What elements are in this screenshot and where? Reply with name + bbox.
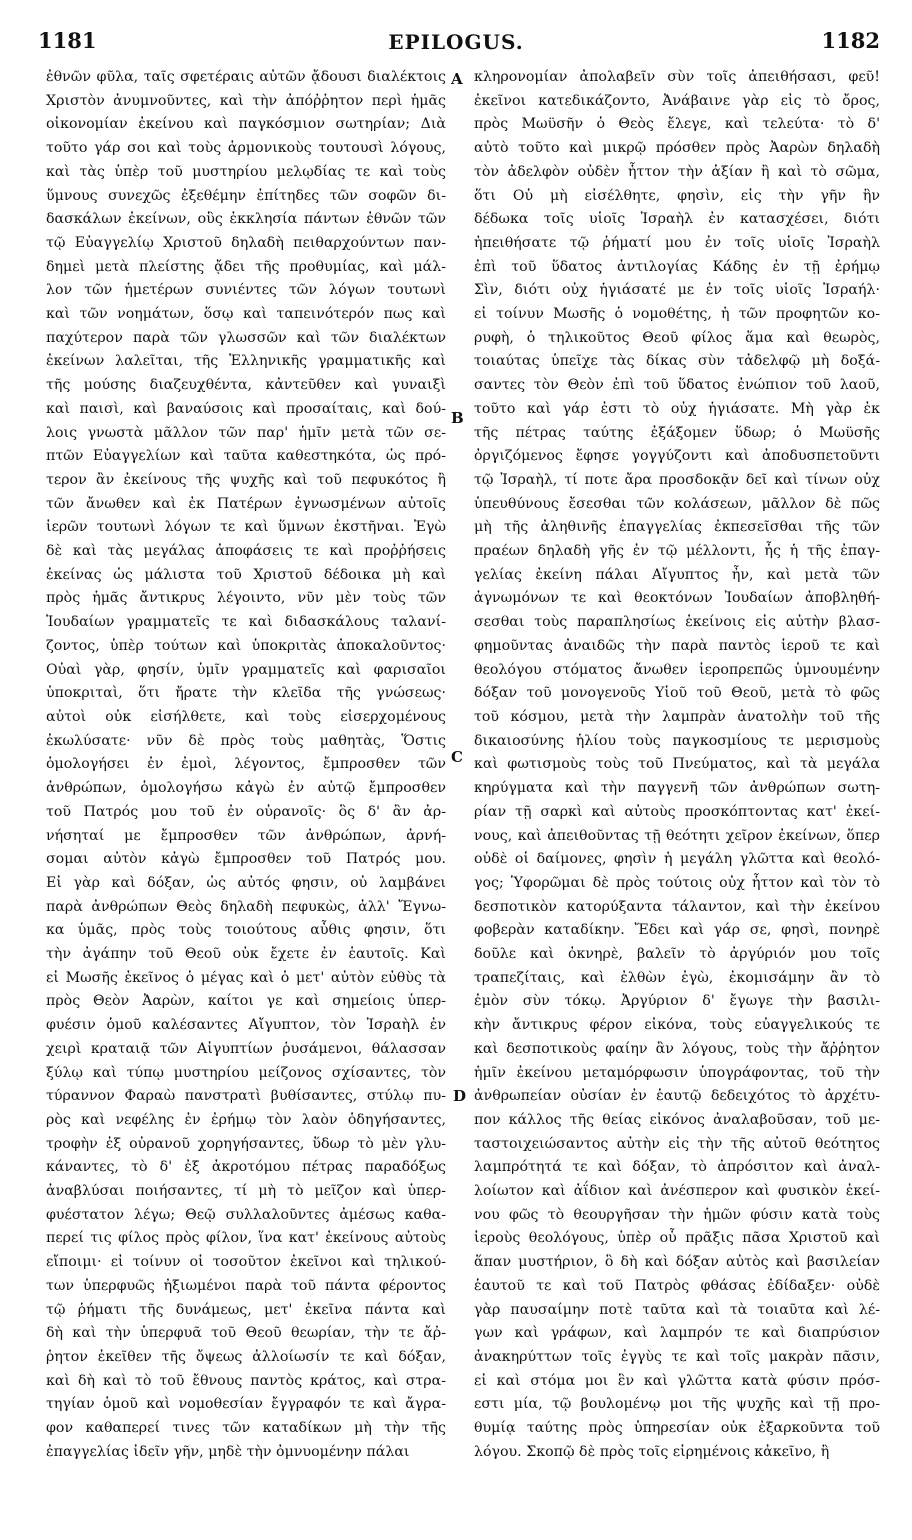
text-line: Ἰουδαίων γραμματεῖς τε καὶ διδασκάλους ταλανί-	[46, 614, 446, 631]
text-line: κληρονομίαν ἀπολαβεῖν σὺν τοῖς ἀπειθήσασι, φεῦ!	[474, 69, 880, 85]
text-line: ἐθνῶν φῦλα, ταῖς σφετέραις αὐτῶν ᾄδουσι διαλέκτοις	[46, 69, 446, 85]
text-line: πρὸς Θεὸν Ἀαρὼν, καίτοι γε καὶ σημείοις ὑπερ-	[46, 993, 446, 1010]
text-line: παχύτερον παρὰ τῶν γλωσσῶν καὶ τῶν διαλέκτων	[46, 329, 446, 346]
text-line: λαμπρότητά τε καὶ δόξαν, τὸ ἀπρόσιτον καὶ ἀναλ-	[474, 1159, 880, 1176]
section-marker-b: B	[451, 409, 464, 427]
text-line: ἡμῖν ἐκείνου μεταμόρφωσιν ὑπογράφοντας, τοῦ τὴν	[474, 1064, 880, 1081]
text-line: Σὶν, διότι οὐχ ἡγιάσατέ με ἐν τοῖς υἱοῖς Ἰσραήλ·	[474, 282, 880, 299]
text-line: αὐτοὶ οὐκ εἰσήλθετε, καὶ τοὺς εἰσερχομένους	[46, 708, 446, 725]
text-line: περεί τις φίλος πρὸς φίλον, ἵνα κατ' ἐκείνους αὐτοὺς	[46, 1230, 446, 1247]
text-line: πτῶν Εὐαγγελίων καὶ ταῦτα καθεστηκότα, ὡς πρό-	[46, 448, 446, 465]
text-line: τῷ Εὐαγγελίῳ Χριστοῦ δηλαδὴ πειθαρχούντων παν-	[46, 234, 446, 251]
text-line: σομαι αὐτὸν κἀγὼ ἔμπροσθεν τοῦ Πατρός μου.	[46, 851, 446, 868]
text-line: δικαιοσύνης ἡλίου τοὺς παγκοσμίους τε μερισμοὺς	[474, 732, 880, 749]
text-line: ἱερῶν τουτωνὶ λόγων τε καὶ ὕμνων ἐκστῆναι. Ἐγὼ	[46, 519, 446, 536]
text-line: τραπεζίταις, καὶ ἐλθὼν ἐγὼ, ἐκομισάμην ἂν τὸ	[474, 969, 880, 986]
text-line: τὴν ἀγάπην τοῦ Θεοῦ οὐκ ἔχετε ἐν ἑαυτοῖς. Καὶ	[46, 946, 446, 963]
text-line: τοῦτο γάρ σοι καὶ τοὺς ἁρμονικοὺς τουτουσὶ λόγους,	[46, 140, 446, 157]
text-line: ἑαυτοῦ τε καὶ τοῦ Πατρὸς φθάσας ἐδίδαξεν· οὐδὲ	[474, 1277, 880, 1294]
text-line: ἐκείνων λαλεῖται, τῆς Ἑλληνικῆς γραμματικῆς καὶ	[46, 353, 446, 370]
text-line: δὲ καὶ τὰς μεγάλας ἀποφάσεις τε καὶ προῤῥήσεις	[46, 543, 446, 560]
text-line: λόγου. Σκοπῷ δὲ πρὸς τοῖς εἰρημένοις κἀκεῖνο, ἢ	[474, 1443, 830, 1460]
text-line: θεολόγου στόματος ἄνωθεν ἱεροπρεπῶς ὑμνουμένην	[474, 661, 880, 678]
text-line: ἅπαν μυστήριον, ὃ δὴ καὶ δόξαν αὐτὸς καὶ βασιλείαν	[474, 1254, 880, 1271]
text-line: τροφὴν ἐξ οὐρανοῦ χορηγήσαντες, ὕδωρ τὸ μὲν γλυ-	[46, 1135, 446, 1152]
text-line: δεσποτικὸν κατορύξαντα τάλαντον, καὶ τὴν ἐκείνου	[474, 898, 880, 915]
text-line: νήσηταί με ἔμπροσθεν τῶν ἀνθρώπων, ἀρνή-	[46, 827, 446, 844]
text-line: τὸν ἀδελφὸν οὐδὲν ἧττον τὴν ἀξίαν ἢ καὶ τὸ σῶμα,	[474, 163, 880, 180]
text-line: νους, καὶ ἀπειθοῦντας τῇ θεότητι χεῖρον ἐκείνων, ὅπερ	[474, 827, 880, 844]
text-line: ὅτι Οὐ μὴ εἰσέλθητε, φησὶν, εἰς τὴν γῆν ἣν	[474, 187, 880, 204]
text-line: λοίωτον καὶ ἀΐδιον καὶ ἀνέσπερον καὶ φυσικὸν ἐκεί-	[474, 1183, 880, 1200]
text-line: ἀνθρώπων, ὁμολογήσω κἀγὼ ἐν αὐτῷ ἔμπροσθεν	[46, 780, 446, 797]
text-line: ἀναβλύσαι ποιήσαντες, τί μὴ τὸ μεῖζον καὶ ὑπερ-	[46, 1183, 446, 1200]
text-line: τηγίαν ὁμοῦ καὶ νομοθεσίαν ἔγγραφόν τε καὶ ἄγρα-	[46, 1396, 446, 1413]
text-line: δασκάλων ἐκείνων, οὓς ἐκκλησία πάντων ἐθνῶν τῶν	[46, 211, 446, 228]
section-marker-d: D	[453, 1087, 467, 1105]
text-line: λον τῶν ἡμετέρων συνιέντες τῶν λόγων τουτωνὶ	[46, 282, 446, 299]
text-line: σεσθαι τοὺς παραπλησίως ἐκείνοις εἰς αὐτὴν βλασ-	[474, 614, 880, 631]
text-line: γελίας ἐκείνη πάλαι Αἴγυπτος ἦν, καὶ μετὰ τῶν	[474, 566, 880, 583]
right-column	[474, 66, 880, 1464]
text-line: κα ὑμᾶς, πρὸς τοὺς τοιούτους αὖθις φησιν, ὅτι	[46, 922, 446, 939]
text-line: ἀνθρωπείαν οὐσίαν ἐν ἑαυτῷ δεδειχότος τὸ ἀρχέτυ-	[474, 1088, 880, 1105]
text-line: δημεὶ μετὰ πλείστης ᾄδει τῆς προθυμίας, καὶ μάλ-	[46, 258, 446, 275]
text-line: εἰ Μωσῆς ἐκεῖνος ὁ μέγας καὶ ὁ μετ' αὐτὸν εὐθὺς τὰ	[46, 969, 446, 986]
text-line: εστι μία, τῷ βουλομένῳ μοι τῆς ψυχῆς καὶ τῇ προ-	[474, 1396, 880, 1413]
text-line: τῆς πέτρας ταύτης ἐξάξομεν ὕδωρ; ὁ Μωϋσῆς	[474, 424, 880, 441]
text-line: καὶ δεσποτικοὺς φαίην ἂν λόγους, τοὺς τὴν ἄῤῥητον	[474, 1040, 880, 1057]
text-line: θυμίᾳ ταύτης πρὸς ὑπηρεσίαν οὐκ ἐξαρκοῦντα τοῦ	[474, 1420, 880, 1437]
left-column	[46, 66, 446, 1464]
text-line: τῆς μούσης διαζευχθέντα, κἀντεῦθεν καὶ γυναιξὶ	[46, 377, 446, 394]
text-line: Εἰ γὰρ καὶ δόξαν, ὡς αὐτός φησιν, οὐ λαμβάνει	[46, 874, 446, 891]
text-line: γος; Ὑφορῶμαι δὲ πρὸς τούτοις οὐχ ἧττον καὶ τὸν τὸ	[474, 874, 880, 891]
text-line: δοῦλε καὶ ὀκνηρὲ, βαλεῖν τὸ ἀργύριόν μου τοῖς	[474, 946, 880, 963]
text-line: ἐκεῖνοι κατεδικάζοντο, Ἀνάβαινε γὰρ εἰς τὸ ὄρος,	[474, 92, 880, 109]
text-line: ρὸς καὶ νεφέλης ἐν ἐρήμῳ τὸν λαὸν ὁδηγήσαντες,	[46, 1111, 446, 1128]
text-line: ξύλῳ καὶ τύπῳ μυστηρίου μείζονος σχίσαντες, τὸν	[46, 1064, 446, 1081]
text-line: εἰ καὶ στόμα μοι ἓν καὶ γλῶττα κατὰ φύσιν πρόσ-	[474, 1372, 880, 1389]
text-line: φυέσιν ὁμοῦ καλέσαντες Αἴγυπτον, τὸν Ἰσραὴλ ἐν	[46, 1017, 446, 1034]
section-marker-c: C	[451, 748, 463, 766]
text-line: καὶ δὴ καὶ τὸ τοῦ ἔθνους παντὸς κράτος, καὶ στρα-	[46, 1372, 446, 1389]
text-line: καὶ τῶν νοημάτων, ὅσῳ καὶ ταπεινότερόν πως καὶ	[46, 306, 446, 323]
text-line: φημοῦντας ἀναιδῶς τὴν παρὰ παντὸς ἱεροῦ τε καὶ	[474, 637, 880, 654]
text-line: τῷ ῥήματι τῆς δυνάμεως, μετ' ἐκεῖνα πάντα καὶ	[46, 1301, 446, 1318]
text-line: κάναντες, τὸ δ' ἐξ ἀκροτόμου πέτρας παραδόξως	[46, 1159, 446, 1176]
text-line: τῷ Ἰσραὴλ, τί ποτε ἄρα προσδοκᾷν δεῖ καὶ τίνων οὐχ	[474, 471, 880, 488]
text-line: Οὐαὶ γὰρ, φησίν, ὑμῖν γραμματεῖς καὶ φαρισαῖοι	[46, 661, 446, 678]
text-line: πον κάλλος τῆς θείας εἰκόνος ἀναλαβοῦσαν, τοῦ με-	[474, 1111, 880, 1128]
text-line: παρὰ ἀνθρώπων Θεὸς δηλαδὴ πεφυκὼς, ἀλλ' Ἔγνω-	[46, 898, 446, 915]
text-line: αὐτὸ τοῦτο καὶ μικρῷ πρόσθεν πρὸς Ἀαρὼν δηλαδὴ	[474, 140, 880, 157]
text-line: λοις γνωστὰ μᾶλλον τῶν παρ' ἡμῖν μετὰ τῶν σε-	[46, 424, 446, 441]
text-line: ἐπαγγελίας ἰδεῖν γῆν, μηδὲ τὴν ὀμνυομένην πάλαι	[46, 1443, 410, 1460]
page-number-left: 1181	[38, 28, 97, 53]
text-line: καὶ τὰς ὑπὲρ τοῦ μυστηρίου μελῳδίας τε καὶ τοὺς	[46, 163, 446, 180]
text-line: καὶ φωτισμοὺς τοὺς τοῦ Πνεύματος, καὶ τὰ μεγάλα	[474, 756, 880, 773]
text-line: ὀργιζόμενος ἔφησε γογγύζοντι καὶ ἀποδυσπετοῦντι	[474, 448, 880, 465]
text-line: νου φῶς τὸ θεουργῆσαν τὴν ἡμῶν φύσιν κατὰ τοὺς	[474, 1206, 880, 1223]
text-line: κηρύγματα καὶ τὴν παγγενῆ τῶν ἀνθρώπων σωτη-	[474, 780, 880, 797]
text-line: ὕμνους συνεχῶς ἐξεθέμην ἐπίτηδες τῶν σοφῶν δι-	[46, 187, 446, 204]
text-line: φον καθαπερεί τινες τῶν καταδίκων μὴ τὴν τῆς	[46, 1420, 446, 1437]
text-line: κὴν ἄντικρυς φέρον εἰκόνα, τοὺς εὐαγγελικούς τε	[474, 1017, 880, 1034]
text-line: μὴ τῆς ἀληθινῆς ἐπαγγελίας ἐκπεσεῖσθαι τῆς τῶν	[474, 519, 880, 536]
text-line: χειρὶ κραταιᾷ τῶν Αἰγυπτίων ῥυσάμενοι, θάλασσαν	[46, 1040, 446, 1057]
page-number-right: 1182	[821, 28, 880, 53]
text-line: ἀνακηρύττων τοῖς ἐγγὺς τε καὶ τοῖς μακρὰν πᾶσιν,	[474, 1348, 880, 1365]
page-header	[30, 28, 882, 62]
text-line: ὑποκριταὶ, ὅτι ἤρατε τὴν κλεῖδα τῆς γνώσεως·	[46, 685, 446, 702]
text-line: καὶ παισὶ, καὶ βαναύσοις καὶ προσαίταις, καὶ δού-	[46, 400, 446, 417]
text-line: ταστοιχειώσαντος αὐτὴν εἰς τὴν τῆς αὐτοῦ θεότητος	[474, 1135, 880, 1152]
text-line: ἱεροὺς θεολόγους, ὑπὲρ οὗ πρᾶξις πᾶσα Χριστοῦ καὶ	[474, 1230, 880, 1247]
text-line: φυέστατον λέγω; Θεῷ συλλαλοῦντες ἀμέσως καθα-	[46, 1206, 446, 1223]
text-line: ἐπὶ τοῦ ὕδατος ἀντιλογίας Κάδης ἐν τῇ ἐρήμῳ	[474, 258, 880, 275]
text-line: γων καὶ γράφων, καὶ λαμπρόν τε καὶ διαπρύσιον	[474, 1325, 880, 1342]
text-line: ρυφὴ, ὁ τηλικοῦτος Θεοῦ φίλος ἅμα καὶ θεωρὸς,	[474, 329, 880, 346]
text-line: ρίαν τῇ σαρκὶ καὶ αὐτοὺς προσκόπτοντας κατ' ἐκεί-	[474, 803, 880, 820]
text-line: πρὸς ἡμᾶς ἄντικρυς λέγοιντο, νῦν μὲν τοὺς τῶν	[46, 590, 446, 607]
text-line: τοῦτο καὶ γάρ ἐστι τὸ οὐχ ἡγιάσατε. Μὴ γὰρ ἐκ	[474, 400, 880, 417]
text-line: οὐδὲ οἱ δαίμονες, φησὶν ἡ μεγάλη γλῶττα καὶ θεολό-	[474, 851, 880, 868]
text-line: φοβερὰν καταδίκην. Ἔδει καὶ γάρ σε, φησὶ, πονηρὲ	[474, 922, 880, 939]
text-line: ὁμολογήσει ἐν ἐμοὶ, λέγοντος, ἔμπροσθεν τῶν	[46, 756, 446, 773]
text-line: ὑπευθύνους ἔσεσθαι τῶν κολάσεων, μᾶλλον δὲ πῶς	[474, 495, 880, 512]
text-line: γὰρ παυσαίμην ποτὲ ταῦτα καὶ τὰ τοιαῦτα καὶ λέ-	[474, 1301, 880, 1318]
text-line: τύραννον Φαραὼ πανστρατὶ βυθίσαντες, στύλῳ πυ-	[46, 1088, 446, 1105]
running-title: EPILOGUS.	[388, 30, 524, 54]
section-marker-a: A	[451, 70, 463, 88]
text-line: δόξαν τοῦ μονογενοῦς Υἱοῦ τοῦ Θεοῦ, μετὰ τὸ φῶς	[474, 685, 880, 702]
text-line: σαντες τὸν Θεὸν ἐπὶ τοῦ ὕδατος ἐνώπιον τοῦ λαοῦ,	[474, 377, 880, 394]
text-line: ἠπειθήσατε τῷ ῥήματί μου ἐν τοῖς υἱοῖς Ἰσραὴλ	[474, 234, 880, 251]
text-line: εἰ τοίνυν Μωσῆς ὁ νομοθέτης, ἡ τῶν προφητῶν κο-	[474, 306, 880, 323]
text-line: πρὸς Μωϋσῆν ὁ Θεὸς ἔλεγε, καὶ τελεύτα· τὸ δ'	[474, 116, 880, 133]
text-line: τῶν ἄνωθεν καὶ ἐκ Πατέρων ἐγνωσμένων αὐτοῖς	[46, 495, 446, 512]
text-line: εἴποιμι· εἰ τοίνυν οἱ τοσοῦτον ἐκεῖνοι καὶ τηλικού-	[46, 1254, 446, 1271]
text-line: ἐκείνας ὡς μάλιστα τοῦ Χριστοῦ δέδοικα μὴ καὶ	[46, 566, 446, 583]
text-line: πραέων δηλαδὴ γῆς ἐν τῷ μέλλοντι, ἧς ἡ τῆς ἐπαγ-	[474, 543, 880, 560]
text-line: τερον ἂν ἐκείνους τῆς ψυχῆς καὶ τοῦ πεφυκότος ἢ	[46, 471, 446, 488]
text-line: ῥητον ἐκεῖθεν τῆς ὄψεως ἀλλοίωσίν τε καὶ δόξαν,	[46, 1348, 446, 1365]
text-line: δὴ καὶ τὴν ὑπερφυᾶ τοῦ Θεοῦ θεωρίαν, τὴν τε ἄῤ-	[46, 1325, 446, 1342]
text-line: ἀγνωμόνων τε καὶ θεοκτόνων Ἰουδαίων ἀποβληθή-	[474, 590, 880, 607]
text-line: οἰκονομίαν ἐκείνου καὶ παγκόσμιον σωτηρίαν; Διὰ	[46, 116, 446, 133]
text-line: τοῦ Πατρός μου τοῦ ἐν οὐρανοῖς· ὃς δ' ἂν ἀρ-	[46, 803, 446, 820]
text-line: των ὑπερφυῶς ἠξιωμένοι παρὰ τοῦ πάντα φέροντος	[46, 1277, 446, 1294]
text-line: ἐκωλύσατε· νῦν δὲ πρὸς τοὺς μαθητὰς, Ὅστις	[46, 732, 446, 749]
text-line: τοιαύτας ὑπεῖχε τὰς δίκας σὺν τἀδελφῷ μὴ δοξά-	[474, 353, 880, 370]
text-line: Χριστὸν ἀνυμνοῦντες, καὶ τὴν ἀπόῤῥητον περὶ ἡμᾶς	[46, 92, 446, 109]
text-line: τοῦ κόσμου, μετὰ τὴν λαμπρὰν ἀνατολὴν τοῦ τῆς	[474, 708, 880, 725]
text-line: ζοντος, ὑπὲρ τούτων καὶ ὑποκριτὰς ἀποκαλοῦντος·	[46, 637, 446, 654]
text-line: δέδωκα τοῖς υἱοῖς Ἰσραὴλ ἐν κατασχέσει, διότι	[474, 211, 880, 228]
text-line: ἐμὸν σὺν τόκῳ. Ἀργύριον δ' ἔγωγε τὴν βασιλι-	[474, 993, 880, 1010]
